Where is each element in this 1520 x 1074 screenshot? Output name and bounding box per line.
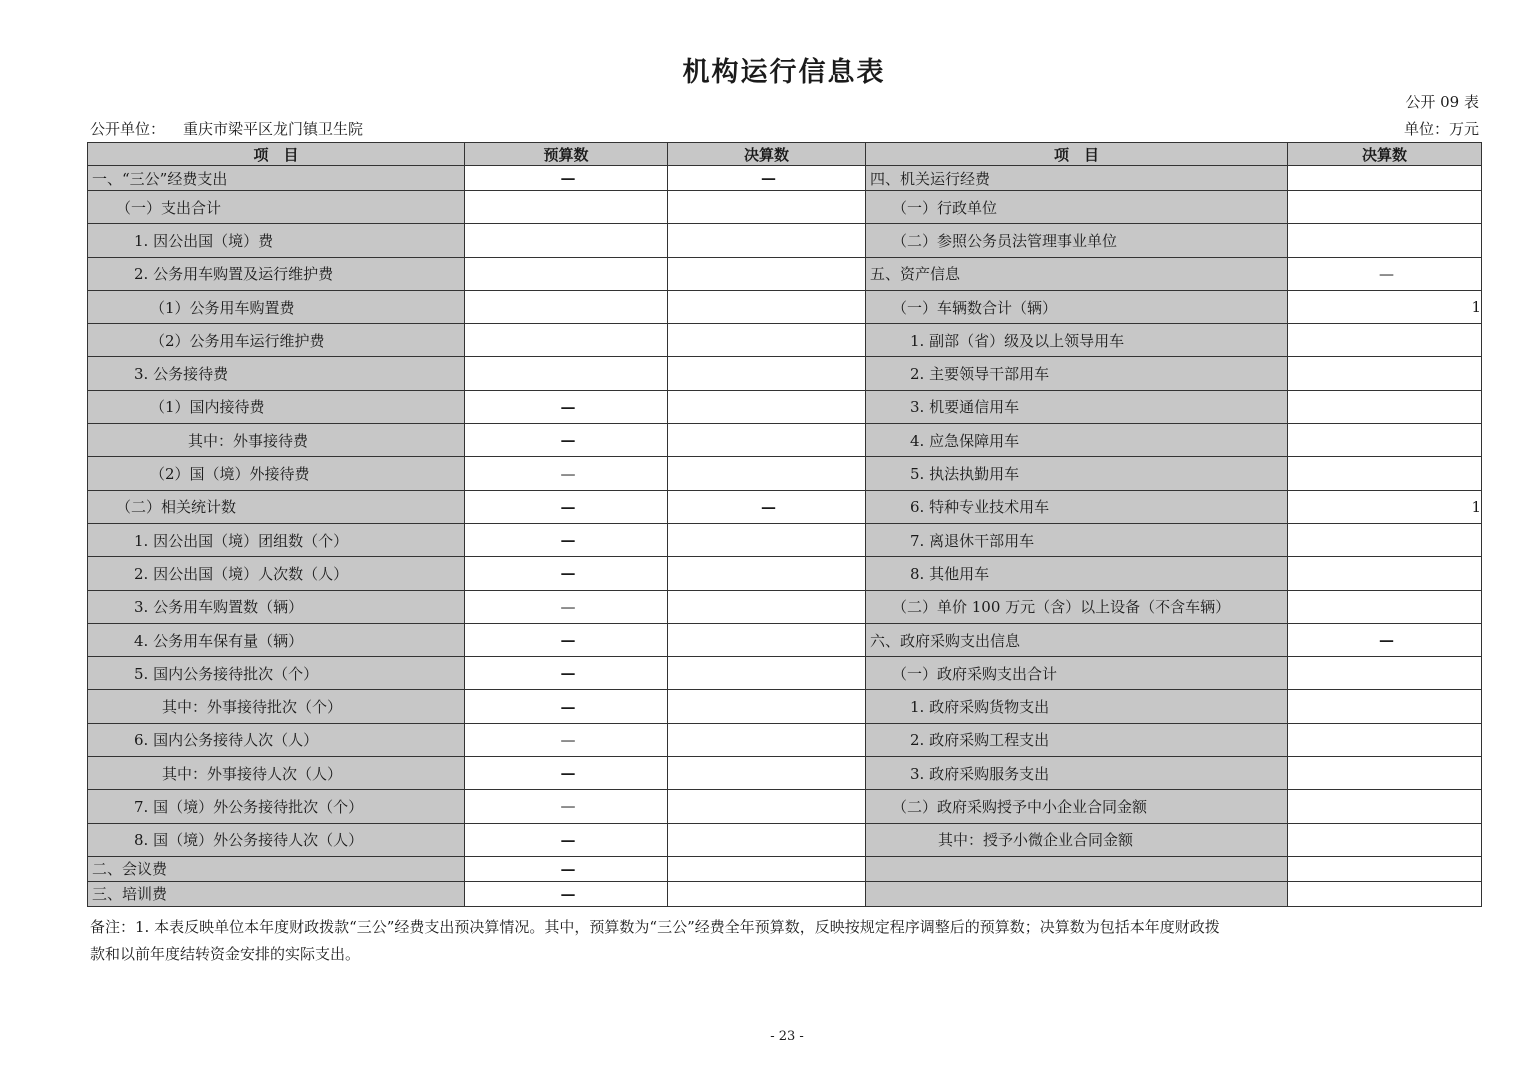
row-item-left: （2）国（境）外接待费 (88, 457, 465, 490)
row-final (668, 723, 866, 756)
header-budget: 预算数 (465, 143, 668, 166)
row-item-left: 2. 公务用车购置及运行维护费 (88, 257, 465, 290)
row-item-right: 4. 应急保障用车 (866, 424, 1288, 457)
row-final-right (1288, 457, 1482, 490)
table-row (88, 557, 1482, 590)
table-row (88, 357, 1482, 390)
row-budget: — (465, 390, 668, 423)
row-item-right: （一）车辆数合计（辆） (866, 290, 1288, 323)
row-item-right: 六、政府采购支出信息 (866, 623, 1288, 656)
row-item-left: 4. 公务用车保有量（辆） (88, 623, 465, 656)
row-budget (465, 357, 668, 390)
row-final (668, 357, 866, 390)
table-row (88, 324, 1482, 357)
reporting-unit-name: 重庆市梁平区龙门镇卫生院 (183, 120, 364, 138)
row-item-left: （一）支出合计 (88, 191, 465, 224)
row-final (668, 424, 866, 457)
row-budget: — (465, 856, 668, 881)
row-final-right (1288, 424, 1482, 457)
row-item-right: 3. 机要通信用车 (866, 390, 1288, 423)
table-row (88, 390, 1482, 423)
row-item-right: 2. 主要领导干部用车 (866, 357, 1288, 390)
row-item-right: （二）参照公务员法管理事业单位 (866, 224, 1288, 257)
table-row (88, 191, 1482, 224)
row-budget: — (465, 457, 668, 490)
row-final-right: 1 (1288, 490, 1482, 523)
row-item-left: （二）相关统计数 (88, 490, 465, 523)
row-final-right (1288, 690, 1482, 723)
row-final-right (1288, 390, 1482, 423)
row-item-left: 三、培训费 (88, 881, 465, 906)
row-budget: — (465, 623, 668, 656)
row-final (668, 557, 866, 590)
header-item-right: 项 目 (866, 143, 1288, 166)
row-budget: — (465, 166, 668, 191)
table-row (88, 490, 1482, 523)
row-final (668, 523, 866, 556)
row-final-right (1288, 823, 1482, 856)
reporting-unit-label: 公开单位： (90, 120, 166, 138)
page-number: - 23 - (770, 1029, 804, 1044)
row-item-right: 1. 副部（省）级及以上领导用车 (866, 324, 1288, 357)
table-row (88, 457, 1482, 490)
row-item-right (866, 881, 1288, 906)
row-budget: — (465, 690, 668, 723)
row-item-right: （二）单价 100 万元（含）以上设备（不含车辆） (866, 590, 1288, 623)
table-row (88, 290, 1482, 323)
reporting-unit (90, 118, 363, 139)
row-budget: — (465, 657, 668, 690)
row-item-right: 5. 执法执勤用车 (866, 457, 1288, 490)
row-budget (465, 290, 668, 323)
row-item-right: （一）政府采购支出合计 (866, 657, 1288, 690)
row-item-right: （一）行政单位 (866, 191, 1288, 224)
row-budget (465, 224, 668, 257)
row-final-right (1288, 557, 1482, 590)
table-row (88, 881, 1482, 906)
row-budget: — (465, 490, 668, 523)
row-final: — (668, 166, 866, 191)
row-item-right (866, 856, 1288, 881)
table-row (88, 723, 1482, 756)
table-row (88, 657, 1482, 690)
table-row (88, 523, 1482, 556)
row-final (668, 881, 866, 906)
row-item-left: 6. 国内公务接待人次（人） (88, 723, 465, 756)
table-row (88, 790, 1482, 823)
row-final (668, 657, 866, 690)
row-item-left: 一、“三公”经费支出 (88, 166, 465, 191)
row-final (668, 290, 866, 323)
table-row (88, 257, 1482, 290)
row-budget: — (465, 424, 668, 457)
row-final-right (1288, 191, 1482, 224)
row-final (668, 623, 866, 656)
footnote-line-1: 备注：1. 本表反映单位本年度财政拨款“三公”经费支出预决算情况。其中，预算数为“三公”经费全年预算数，反映按规定程序调整后的预算数；决算数为包括本年度财政拨 (90, 918, 1220, 936)
row-item-right: 7. 离退休干部用车 (866, 523, 1288, 556)
row-item-left: 2. 因公出国（境）人次数（人） (88, 557, 465, 590)
row-item-left: 1. 因公出国（境）团组数（个） (88, 523, 465, 556)
row-final-right (1288, 324, 1482, 357)
row-item-right: 8. 其他用车 (866, 557, 1288, 590)
row-final (668, 823, 866, 856)
row-final-right (1288, 790, 1482, 823)
row-final-right (1288, 224, 1482, 257)
footnote-line-2: 款和以前年度结转资金安排的实际支出。 (90, 945, 361, 963)
row-final: — (668, 490, 866, 523)
row-item-left: 1. 因公出国（境）费 (88, 224, 465, 257)
table-row (88, 590, 1482, 623)
row-budget: — (465, 557, 668, 590)
page-title: 机构运行信息表 (682, 57, 886, 88)
row-item-right: （二）政府采购授予中小企业合同金额 (866, 790, 1288, 823)
row-budget: — (465, 823, 668, 856)
row-final-right (1288, 881, 1482, 906)
row-item-left: （2）公务用车运行维护费 (88, 324, 465, 357)
row-item-left: 其中：外事接待费 (88, 424, 465, 457)
row-final-right (1288, 856, 1482, 881)
row-budget: — (465, 881, 668, 906)
table-header-row (88, 143, 1482, 166)
row-final-right: 1 (1288, 290, 1482, 323)
table-row (88, 623, 1482, 656)
row-item-left: 其中：外事接待人次（人） (88, 757, 465, 790)
row-final (668, 224, 866, 257)
row-item-left: 其中：外事接待批次（个） (88, 690, 465, 723)
footnote (90, 914, 1482, 968)
row-final (668, 324, 866, 357)
header-item-left: 项 目 (88, 143, 465, 166)
row-final-right: — (1288, 257, 1482, 290)
row-item-left: 3. 公务用车购置数（辆） (88, 590, 465, 623)
row-item-right: 其中：授予小微企业合同金额 (866, 823, 1288, 856)
row-budget: — (465, 757, 668, 790)
row-final-right (1288, 357, 1482, 390)
row-item-left: （1）公务用车购置费 (88, 290, 465, 323)
row-item-left: 二、会议费 (88, 856, 465, 881)
info-table (87, 142, 1482, 907)
row-item-right: 1. 政府采购货物支出 (866, 690, 1288, 723)
row-item-right: 2. 政府采购工程支出 (866, 723, 1288, 756)
row-final-right (1288, 657, 1482, 690)
table-row (88, 856, 1482, 881)
row-item-left: 3. 公务接待费 (88, 357, 465, 390)
row-budget (465, 257, 668, 290)
row-final (668, 390, 866, 423)
row-item-right: 五、资产信息 (866, 257, 1288, 290)
table-row (88, 823, 1482, 856)
row-budget: — (465, 723, 668, 756)
row-item-left: （1）国内接待费 (88, 390, 465, 423)
row-final-right (1288, 590, 1482, 623)
row-final (668, 790, 866, 823)
row-item-right: 3. 政府采购服务支出 (866, 757, 1288, 790)
table-row (88, 757, 1482, 790)
row-final-right (1288, 166, 1482, 191)
row-budget (465, 324, 668, 357)
row-final-right (1288, 757, 1482, 790)
row-final-right: — (1288, 623, 1482, 656)
row-final (668, 856, 866, 881)
row-item-right: 四、机关运行经费 (866, 166, 1288, 191)
row-item-right: 6. 特种专业技术用车 (866, 490, 1288, 523)
row-budget: — (465, 523, 668, 556)
currency-unit: 单位：万元 (1403, 120, 1479, 138)
form-number: 公开 09 表 (1405, 93, 1479, 111)
row-budget: — (465, 590, 668, 623)
row-final (668, 757, 866, 790)
row-budget (465, 191, 668, 224)
row-final (668, 457, 866, 490)
table-row (88, 424, 1482, 457)
header-final-left: 决算数 (668, 143, 866, 166)
row-final (668, 257, 866, 290)
row-item-left: 8. 国（境）外公务接待人次（人） (88, 823, 465, 856)
table-row (88, 166, 1482, 191)
row-final (668, 191, 866, 224)
row-budget: — (465, 790, 668, 823)
row-final (668, 690, 866, 723)
table-row (88, 224, 1482, 257)
row-final-right (1288, 523, 1482, 556)
table-row (88, 690, 1482, 723)
header-final-right: 决算数 (1288, 143, 1482, 166)
row-item-left: 7. 国（境）外公务接待批次（个） (88, 790, 465, 823)
row-final (668, 590, 866, 623)
row-item-left: 5. 国内公务接待批次（个） (88, 657, 465, 690)
row-final-right (1288, 723, 1482, 756)
